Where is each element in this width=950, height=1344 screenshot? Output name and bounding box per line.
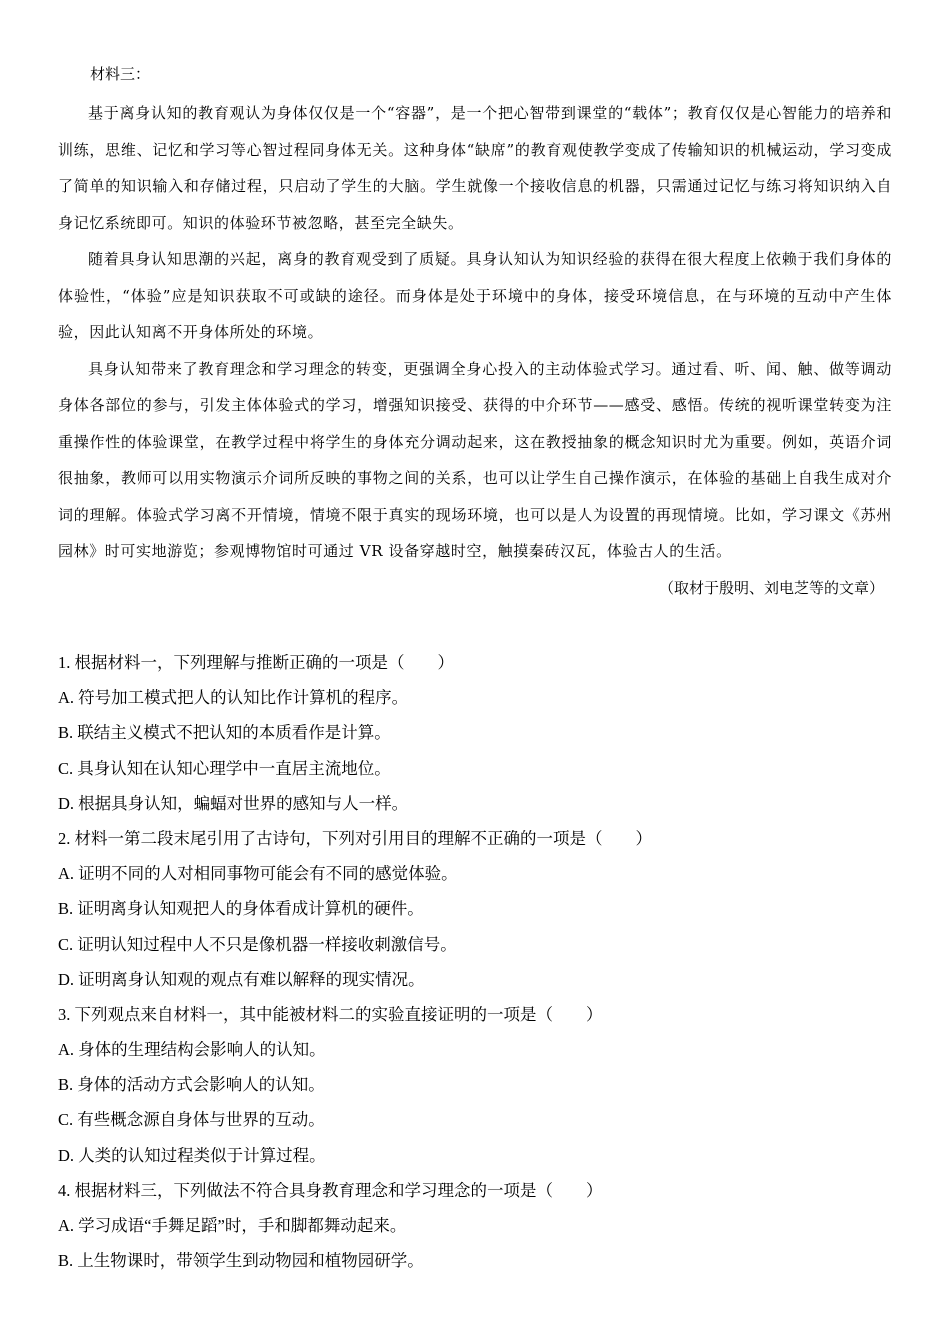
source-citation: （取材于殷明、刘电芝等的文章） [658, 578, 884, 597]
question-stem: 4. 根据材料三，下列做法不符合具身教育理念和学习理念的一项是（ ） [58, 1180, 603, 1200]
option-a: A. 证明不同的人对相同事物可能会有不同的感觉体验。 [58, 864, 458, 884]
question-stem: 1. 根据材料一，下列理解与推断正确的一项是（ ） [58, 653, 454, 672]
question-list [58, 645, 892, 1278]
option-a: A. 身体的生理结构会影响人的认知。 [58, 1040, 326, 1060]
option-d: D. 根据具身认知，蝙蝠对世界的感知与人一样。 [58, 793, 409, 813]
material-heading: 材料三： [90, 65, 151, 83]
option-c: C. 证明认知过程中人不只是像机器一样接收刺激信号。 [58, 934, 457, 954]
option-d: D. 证明离身认知观的观点有难以解释的现实情况。 [58, 969, 425, 989]
material-paragraph: 随着具身认知思潮的兴起，离身的教育观受到了质疑。具身认知认为知识经验的获得在很大程度上依赖于我们身体的体验性，“体验”应是知识获取不可或缺的途径。而身体是处于环境中的身体，接受环境信息，在与环境的互动中产生体验，因此认知离不开身体所处的环境。 [58, 250, 892, 341]
option-d: D. 人类的认知过程类似于计算过程。 [58, 1145, 326, 1165]
question-stem: 3. 下列观点来自材料一，其中能被材料二的实验直接证明的一项是（ ） [58, 1004, 603, 1024]
option-b: B. 身体的活动方式会影响人的认知。 [58, 1075, 325, 1095]
question-4 [58, 1173, 892, 1279]
option-b: B. 联结主义模式不把认知的本质看作是计算。 [58, 723, 391, 743]
option-a: A. 符号加工模式把人的认知比作计算机的程序。 [58, 688, 409, 708]
option-a: A. 学习成语“手舞足蹈”时，手和脚都舞动起来。 [58, 1216, 407, 1235]
material-paragraph: 具身认知带来了教育理念和学习理念的转变，更强调全身心投入的主动体验式学习。通过看、听、闻、触、做等调动身体各部位的参与，引发主体体验式的学习，增强知识接受、获得的中介环节——感受、感悟。传统的视听课堂转变为注重操作性的体验课堂，在教学过程中将学生的身体充分调动起来，这在教授抽象的概念知识时尤为重要。例如，英语介词很抽象，教师可以用实物演示介词所反映的事物之间的关系，也可以让学生自己操作演示，在体验的基础上自我生成对介词的理解。体验式学习离不开情境，情境不限于真实的现场环境，也可以是人为设置的再现情境。比如，学习课文《苏州园林》时可实地游览；参观博物馆时可通过 VR 设备穿越时空，触摸秦砖汉瓦，体验古人的生活。 [58, 359, 892, 560]
option-b: B. 证明离身认知观把人的身体看成计算机的硬件。 [58, 899, 424, 919]
material-three-section [58, 62, 892, 606]
question-2 [58, 821, 892, 997]
option-c: C. 具身认知在认知心理学中一直居主流地位。 [58, 758, 391, 778]
question-3 [58, 997, 892, 1173]
question-stem: 2. 材料一第二段末尾引用了古诗句，下列对引用目的理解不正确的一项是（ ） [58, 828, 652, 848]
question-1 [58, 645, 892, 821]
material-paragraph: 基于离身认知的教育观认为身体仅仅是一个“容器”，是一个把心智带到课堂的“载体”；教育仅仅是心智能力的培养和训练，思维、记忆和学习等心智过程同身体无关。这种身体“缺席”的教育观使教学变成了传输知识的机械运动，学习变成了简单的知识输入和存储过程，只启动了学生的大脑。学生就像一个接收信息的机器，只需通过记忆与练习将知识纳入自身记忆系统即可。知识的体验环节被忽略，甚至完全缺失。 [58, 104, 892, 232]
option-c: C. 有些概念源自身体与世界的互动。 [58, 1110, 325, 1130]
option-b: B. 上生物课时，带领学生到动物园和植物园研学。 [58, 1251, 424, 1271]
